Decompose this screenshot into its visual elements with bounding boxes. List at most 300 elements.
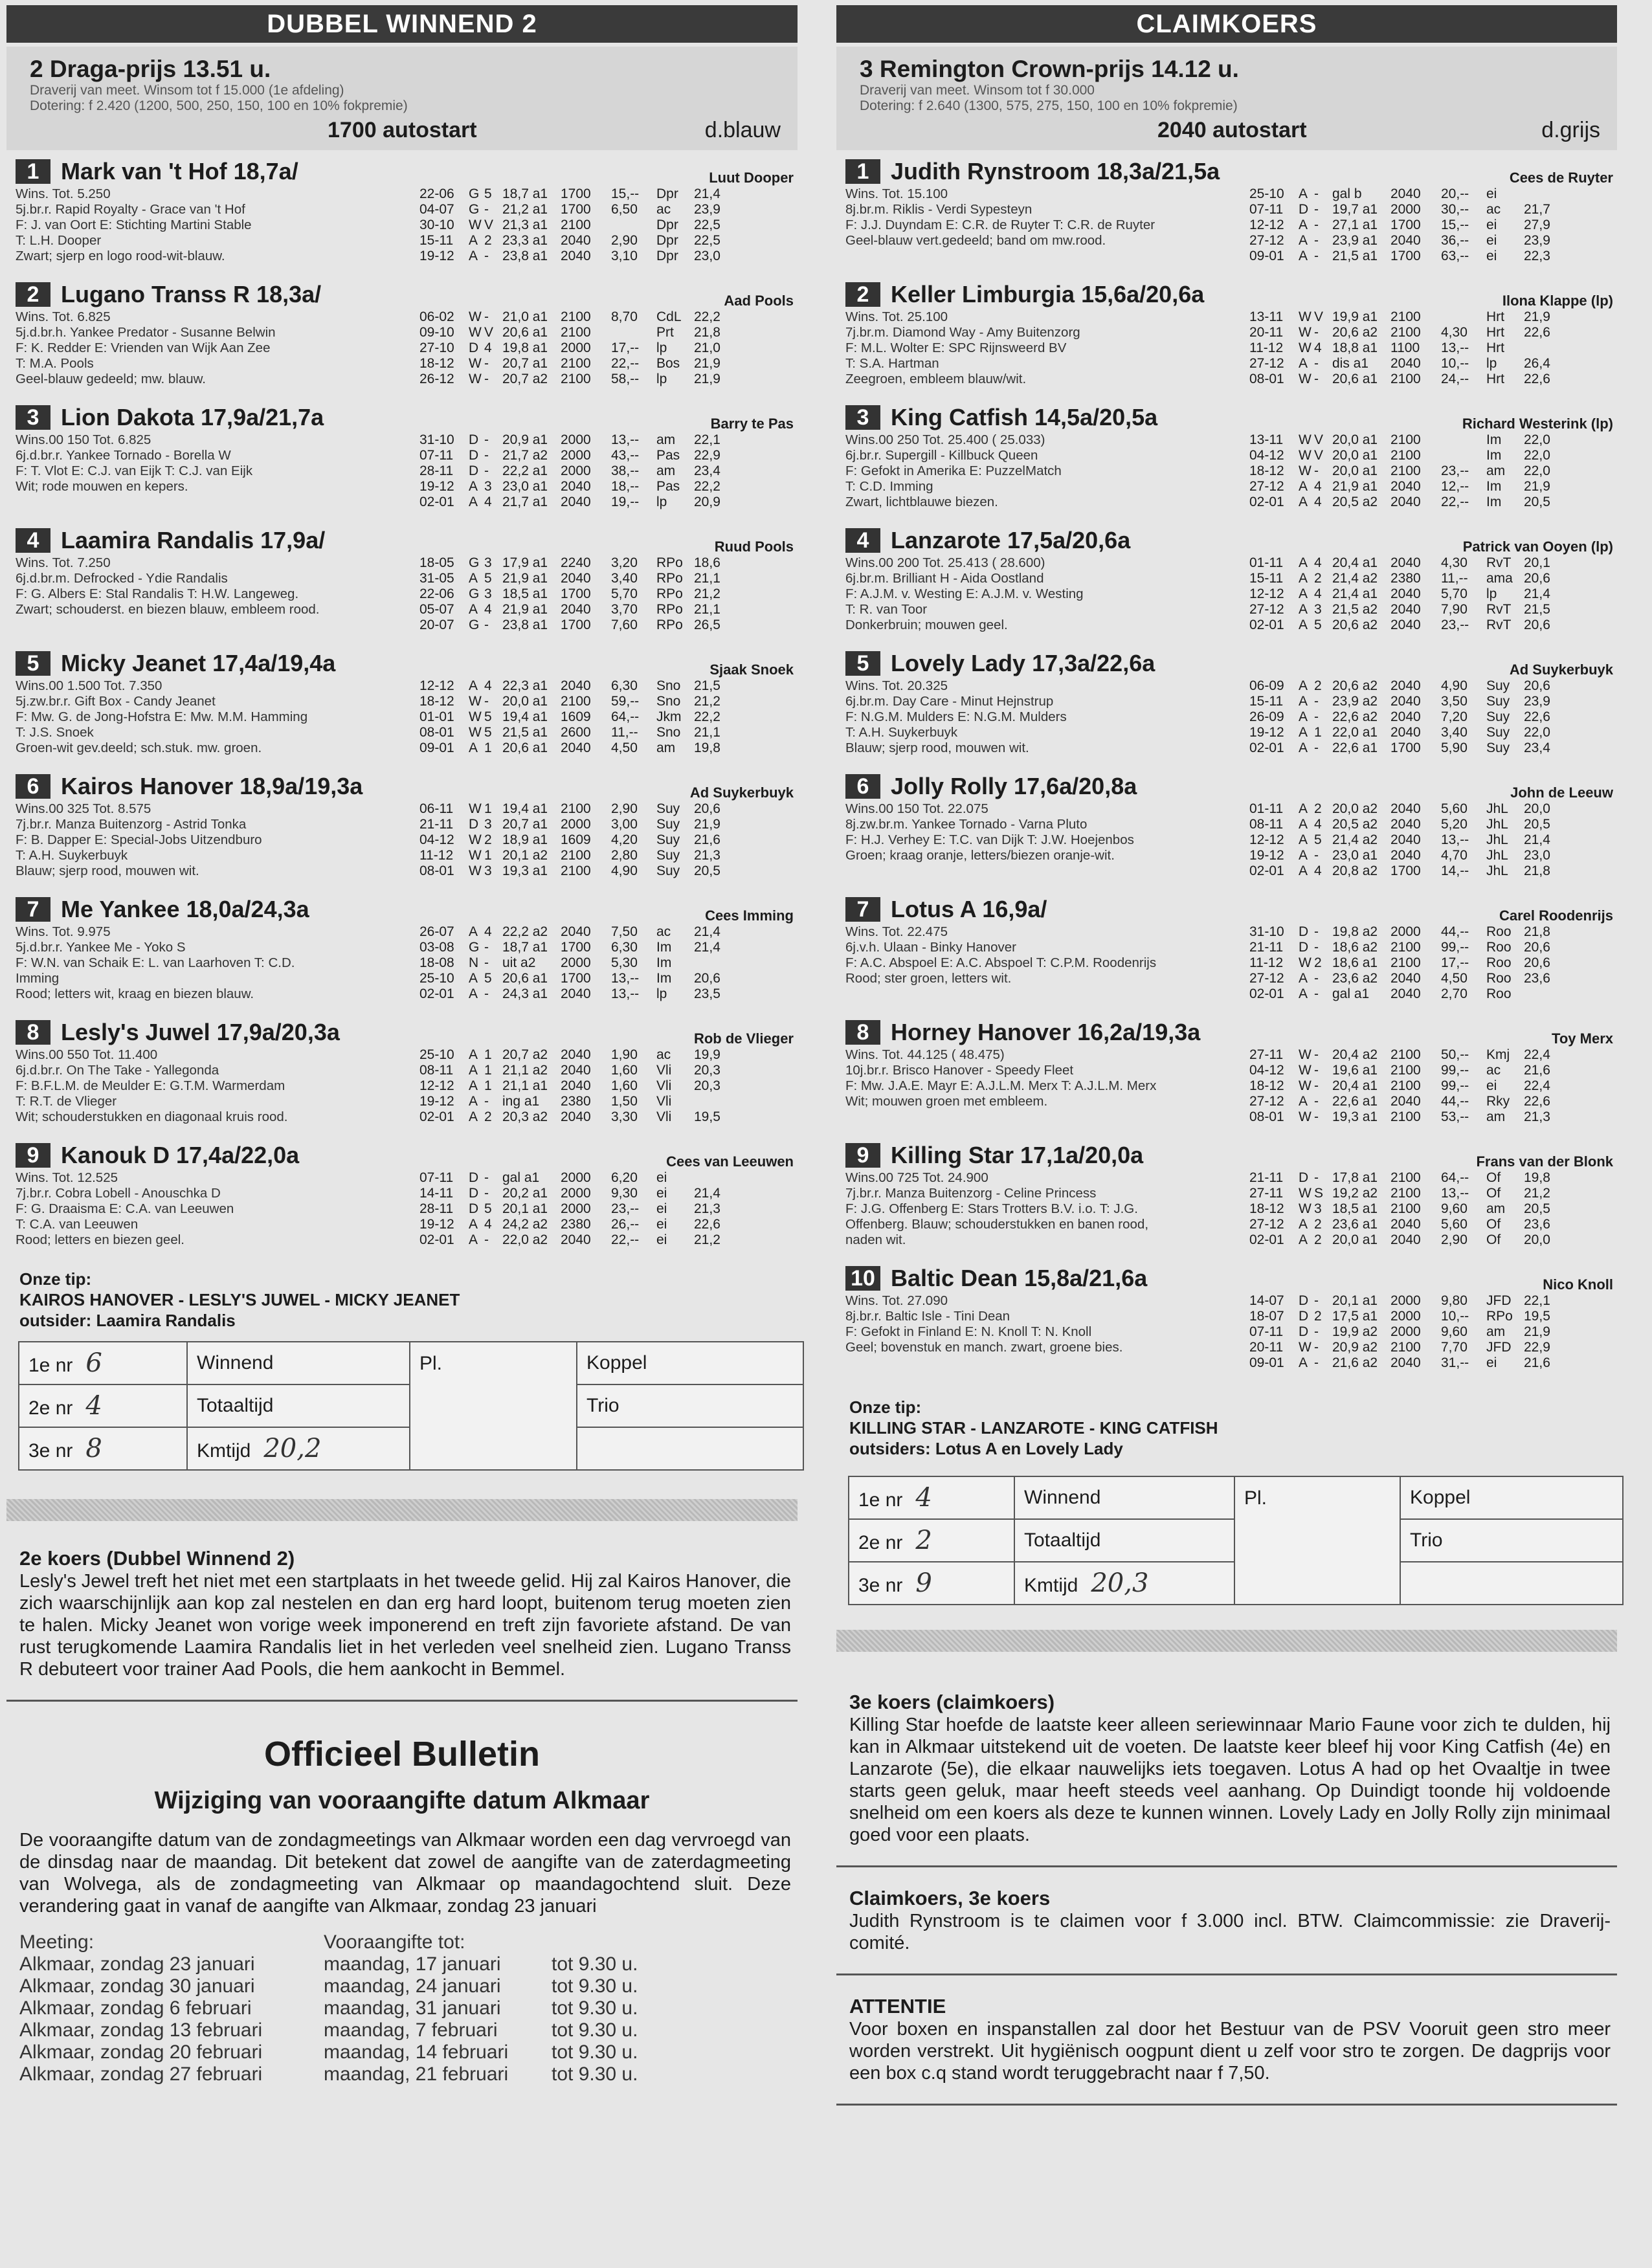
form-cell: 18-08: [419, 955, 454, 970]
form-cell: A: [469, 971, 478, 986]
form-cell: Of: [1486, 1232, 1501, 1247]
driver-name: Toy Merx: [1552, 1030, 1613, 1047]
race-colour: d.blauw: [704, 118, 781, 142]
form-cell: CdL: [656, 309, 682, 324]
horse-details: [16, 924, 798, 1002]
form-cell: 20,--: [1441, 186, 1469, 201]
form-cell: -: [484, 986, 489, 1001]
race-colour: d.grijs: [1541, 118, 1600, 142]
form-cell: 18-12: [1249, 1078, 1284, 1093]
form-cell: 2040: [1390, 233, 1421, 248]
form-cell: -: [484, 1232, 489, 1247]
info-line: F: W.N. van Schaik E: L. van Laarhoven T: C.D.: [16, 955, 295, 970]
form-records: [1249, 1293, 1572, 1371]
form-cell: 21,5 a1: [1332, 249, 1378, 263]
form-cell: 19,4 a1: [502, 801, 548, 816]
form-cell: ama: [1486, 571, 1513, 586]
form-cell: [1441, 309, 1486, 325]
form-cell: 20,6 a1: [1332, 372, 1378, 386]
form-cell: 21,9 a1: [502, 571, 548, 586]
form-cell: 2380: [561, 1094, 591, 1109]
horse-header: [845, 1017, 1617, 1047]
form-record-row: [419, 479, 742, 495]
section-header: CLAIMKOERS: [836, 5, 1617, 43]
form-records: [1249, 432, 1572, 510]
form-cell: JhL: [1486, 832, 1508, 847]
form-records: [419, 924, 742, 1002]
form-cell: 2100: [1390, 1201, 1421, 1216]
form-record-row: [1249, 202, 1572, 217]
form-cell: 14,--: [1441, 863, 1469, 878]
start-number: 6: [845, 774, 880, 799]
form-records: [419, 186, 742, 264]
schedule-table: [6, 1931, 798, 2085]
form-cell: 2100: [1390, 309, 1421, 324]
info-line: T: L.H. Dooper: [16, 233, 102, 248]
form-cell: 22,--: [1441, 495, 1469, 509]
form-cell: W: [469, 801, 482, 816]
form-cell: A: [469, 249, 478, 263]
start-number: 9: [16, 1143, 50, 1168]
form-cell: 2040: [1390, 1232, 1421, 1247]
form-cell: 20,9: [694, 495, 720, 509]
form-cell: 4: [1314, 479, 1322, 494]
form-cell: 2: [1314, 1309, 1322, 1324]
start-number: 1: [16, 159, 50, 184]
form-cell: 09-10: [419, 325, 454, 340]
form-cell: 23,5: [694, 986, 720, 1001]
form-cell: 2040: [1390, 617, 1421, 632]
form-cell: A: [1299, 678, 1308, 693]
form-cell: 2100: [561, 372, 591, 386]
form-cell: 2100: [561, 325, 591, 340]
form-cell: 01-11: [1249, 555, 1284, 570]
form-cell: 1: [484, 848, 492, 863]
form-cell: 02-01: [1249, 495, 1284, 509]
form-cell: -: [484, 940, 489, 955]
handwritten-time: 20,3: [1091, 1568, 1149, 1598]
info-line: Wit; schouderstukken en diagonaal kruis rood.: [16, 1109, 288, 1124]
form-cell: A: [1299, 848, 1308, 863]
form-record-row: [419, 740, 742, 756]
form-cell: 17,--: [1441, 955, 1469, 970]
schedule-date: maandag, 21 februari: [324, 2063, 509, 2085]
form-record-row: [1249, 571, 1572, 586]
form-cell: Suy: [656, 863, 680, 878]
form-cell: 27-12: [1249, 1217, 1284, 1232]
form-cell: 2040: [561, 1109, 591, 1124]
form-cell: 21,2: [1524, 1186, 1550, 1201]
form-record-row: [1249, 1063, 1572, 1078]
form-cell: 2100: [1390, 1109, 1421, 1124]
form-cell: A: [1299, 1094, 1308, 1109]
form-cell: 10,--: [1441, 356, 1469, 371]
form-record-row: [419, 555, 742, 571]
form-cell: am: [656, 463, 676, 478]
start-number: 5: [16, 651, 50, 676]
form-cell: 23,9 a1: [1332, 233, 1378, 248]
form-cell: 5,90: [1441, 740, 1468, 755]
horse-name: Jolly Rolly 17,6a/20,8a: [891, 773, 1137, 799]
race-start: 1700 autostart: [328, 118, 477, 142]
form-cell: -: [1314, 1293, 1319, 1308]
form-cell: 1,50: [611, 1094, 638, 1109]
driver-name: Barry te Pas: [710, 416, 794, 432]
form-cell: 22,9: [1524, 1340, 1550, 1355]
form-record-row: [419, 186, 742, 202]
form-cell: Im: [656, 940, 672, 955]
form-record-row: [1249, 678, 1572, 694]
horse-details: [845, 309, 1617, 387]
nr-label: nr: [55, 1440, 73, 1462]
tip-label: Onze tip:: [19, 1269, 92, 1289]
form-record-row: [419, 202, 742, 217]
form-cell: 4,70: [1441, 848, 1468, 863]
form-cell: Vli: [656, 1109, 672, 1124]
form-cell: A: [1299, 694, 1308, 709]
form-record-row: [1249, 186, 1572, 202]
form-cell: -: [1314, 1355, 1319, 1370]
form-cell: 2040: [561, 924, 591, 939]
form-cell: 2100: [1390, 1186, 1421, 1201]
form-record-row: [1249, 1170, 1572, 1186]
form-cell: 3,00: [611, 817, 638, 832]
tip-label: Onze tip:: [849, 1397, 922, 1417]
form-cell: 22,2: [694, 709, 720, 724]
form-cell: 1: [484, 1063, 492, 1078]
form-cell: 23,0: [1524, 848, 1550, 863]
start-number: 2: [16, 282, 50, 307]
form-cell: 5,70: [1441, 586, 1468, 601]
info-line: Rood; ster groen, letters wit.: [845, 971, 1012, 986]
form-cell: am: [656, 740, 676, 755]
form-cell: 2100: [561, 848, 591, 863]
horse-details: [16, 186, 798, 264]
form-cell: 21,7: [1524, 202, 1550, 217]
race-info: [836, 47, 1617, 150]
info-line: F: Mw. J.A.E. Mayr E: A.J.L.M. Merx T: A.J.L.M. Merx: [845, 1078, 1157, 1093]
form-cell: Suy: [656, 832, 680, 847]
form-cell: 3: [484, 863, 492, 878]
horse-info: [845, 186, 1247, 264]
form-cell: 2100: [1390, 1340, 1421, 1355]
form-cell: -: [1314, 217, 1319, 232]
nr-label: nr: [55, 1397, 73, 1419]
form-cell: 20,5: [1524, 495, 1550, 509]
form-cell: Roo: [1486, 971, 1512, 986]
info-line: 5j.d.br.r. Yankee Me - Yoko S: [16, 940, 186, 955]
handwritten-number: 4: [915, 1483, 932, 1513]
info-line: Geel-blauw gedeeld; mw. blauw.: [16, 372, 206, 386]
form-cell: 5,30: [611, 955, 638, 970]
form-cell: 02-01: [1249, 617, 1284, 632]
horse-info: [16, 678, 417, 756]
form-records: [1249, 555, 1572, 633]
form-cell: -: [484, 249, 489, 263]
form-cell: 21,9: [1524, 1324, 1550, 1339]
form-cell: D: [469, 817, 479, 832]
form-cell: -: [1314, 1324, 1319, 1339]
form-cell: 24,3 a1: [502, 986, 548, 1001]
form-cell: 20,7 a1: [502, 817, 548, 832]
form-record-row: [1249, 1078, 1572, 1094]
form-cell: 20,5: [694, 863, 720, 878]
form-cell: 18,7 a1: [502, 940, 548, 955]
form-cell: 58,--: [611, 372, 640, 386]
form-cell: D: [469, 1186, 479, 1201]
form-cell: 21,4 a2: [1332, 571, 1378, 586]
place-label: 3e: [28, 1440, 50, 1462]
divider: [836, 2104, 1617, 2106]
form-cell: 22,9: [694, 448, 720, 463]
schedule-meeting: Alkmaar, zondag 6 februari: [19, 1997, 252, 2019]
form-cell: 1700: [1390, 249, 1421, 263]
form-cell: Suy: [1486, 740, 1510, 755]
form-cell: 31-10: [419, 432, 454, 447]
start-number: 1: [845, 159, 880, 184]
info-line: F: K. Redder E: Vrienden van Wijk Aan Zee: [16, 340, 271, 355]
info-line: Imming: [16, 971, 60, 986]
form-cell: 11-12: [419, 848, 454, 863]
form-cell: 3: [484, 479, 492, 494]
form-cell: 18,--: [611, 479, 640, 494]
form-cell: JFD: [1486, 1340, 1512, 1355]
form-cell: 22,2: [694, 479, 720, 494]
form-cell: ei: [1486, 249, 1497, 263]
horse-info: [845, 309, 1247, 387]
form-cell: 4: [484, 924, 492, 939]
horse-header: [845, 157, 1617, 186]
info-line: Wins.00 200 Tot. 25.413 ( 28.600): [845, 555, 1045, 570]
form-record-row: [1249, 586, 1572, 602]
form-cell: 18,9 a1: [502, 832, 548, 847]
commentary-heading: 3e koers (claimkoers): [849, 1691, 1055, 1713]
form-record-row: [1249, 1109, 1572, 1125]
form-cell: 20,7 a1: [502, 356, 548, 371]
result-label: Kmtijd: [197, 1440, 251, 1462]
form-cell: 30-10: [419, 217, 454, 232]
form-cell: 20,0 a2: [1332, 801, 1378, 816]
form-cell: dis a1: [1332, 356, 1369, 371]
form-cell: Im: [1486, 448, 1502, 463]
form-cell: 21,1: [694, 571, 720, 586]
form-cell: A: [469, 495, 478, 509]
start-number: 4: [16, 528, 50, 553]
schedule-time: tot 9.30 u.: [552, 1975, 638, 1997]
form-cell: 2380: [1390, 571, 1421, 586]
form-cell: D: [469, 463, 479, 478]
form-cell: 1,60: [611, 1063, 638, 1078]
form-cell: 09-01: [419, 740, 454, 755]
form-cell: W: [1299, 1186, 1312, 1201]
form-cell: 2040: [561, 1047, 591, 1062]
form-cell: W: [469, 372, 482, 386]
form-cell: 2100: [561, 694, 591, 709]
form-record-row: [1249, 602, 1572, 617]
horse-name: Lotus A 16,9a/: [891, 896, 1047, 922]
form-cell: 2040: [1390, 1094, 1421, 1109]
form-cell: 53,--: [1441, 1109, 1469, 1124]
form-cell: 2040: [561, 571, 591, 586]
form-record-row: [1249, 940, 1572, 955]
driver-name: Ad Suykerbuyk: [1509, 662, 1613, 678]
form-cell: 22,3: [1524, 249, 1550, 263]
form-cell: 21,3: [694, 848, 720, 863]
driver-name: Frans van der Blonk: [1476, 1153, 1613, 1170]
form-cell: 2040: [561, 479, 591, 494]
form-record-row: [419, 694, 742, 709]
form-cell: 3: [484, 555, 492, 570]
form-cell: 02-01: [1249, 863, 1284, 878]
form-cell: -: [1314, 463, 1319, 478]
results-grid: [18, 1341, 804, 1471]
form-cell: D: [1299, 1324, 1309, 1339]
form-cell: V: [484, 325, 494, 340]
form-cell: 19-12: [419, 1217, 454, 1232]
form-cell: 19-12: [419, 479, 454, 494]
form-record-row: [1249, 986, 1572, 1002]
horse-entry: [836, 772, 1617, 895]
horse-header: [845, 772, 1617, 801]
form-cell: 2100: [1390, 432, 1421, 447]
form-cell: 1: [484, 801, 492, 816]
form-cell: ei: [1486, 1078, 1497, 1093]
place-header: Pl.: [1234, 1476, 1400, 1519]
form-cell: A: [1299, 863, 1308, 878]
place-label: 2e: [858, 1532, 880, 1553]
horse-entry: [836, 649, 1617, 772]
form-record-row: [1249, 1355, 1572, 1371]
form-cell: 20,0 a1: [1332, 463, 1378, 478]
form-cell: 12,--: [1441, 479, 1469, 494]
info-line: Wins. Tot. 15.100: [845, 186, 948, 201]
nr-label: nr: [55, 1355, 73, 1376]
form-cell: 20,2 a1: [502, 1186, 548, 1201]
form-cell: -: [1314, 1063, 1319, 1078]
form-cell: ei: [1486, 1355, 1497, 1370]
form-cell: -: [1314, 986, 1319, 1001]
form-cell: 2040: [1390, 986, 1421, 1001]
form-records: [1249, 801, 1572, 879]
form-cell: 12-12: [419, 678, 454, 693]
horse-info: [16, 1170, 417, 1248]
form-cell: A: [469, 924, 478, 939]
form-record-row: [419, 325, 742, 340]
form-record-row: [1249, 1309, 1572, 1324]
form-cell: 20,4 a2: [1332, 1047, 1378, 1062]
start-number: 3: [16, 405, 50, 430]
form-cell: Roo: [1486, 986, 1512, 1001]
form-cell: 13,--: [611, 432, 640, 447]
form-cell: ei: [656, 1232, 667, 1247]
form-record-row: [1249, 955, 1572, 971]
form-cell: 2: [1314, 955, 1322, 970]
form-cell: JhL: [1486, 848, 1508, 863]
form-cell: 19,9: [694, 1047, 720, 1062]
form-cell: 23,0 a1: [1332, 848, 1378, 863]
form-cell: Dpr: [656, 233, 678, 248]
form-cell: 21,8: [1524, 924, 1550, 939]
horse-entry: [836, 1017, 1617, 1140]
form-cell: 2040: [561, 495, 591, 509]
form-cell: 18,5 a1: [1332, 1201, 1378, 1216]
form-cell: 21,7 a1: [502, 495, 548, 509]
form-cell: JhL: [1486, 863, 1508, 878]
form-cell: 19,5: [1524, 1309, 1550, 1324]
form-cell: 20-11: [1249, 1340, 1284, 1355]
horse-entry: [836, 157, 1617, 280]
form-cell: 08-01: [419, 725, 454, 740]
form-cell: ei: [656, 1186, 667, 1201]
horse-name: Me Yankee 18,0a/24,3a: [61, 896, 309, 922]
tip-outsider: outsider: Laamira Randalis: [19, 1311, 236, 1330]
info-line: Zeegroen, embleem blauw/wit.: [845, 372, 1027, 386]
form-cell: 26,5: [694, 617, 720, 632]
form-cell: 07-11: [419, 448, 454, 463]
form-cell: A: [1299, 217, 1308, 232]
horse-info: [845, 924, 1247, 1002]
form-cell: 02-01: [419, 1232, 454, 1247]
form-cell: 1700: [1390, 217, 1421, 232]
form-record-row: [1249, 495, 1572, 510]
horse-list: [836, 157, 1617, 1386]
form-cell: 2100: [1390, 1047, 1421, 1062]
form-cell: D: [469, 1170, 479, 1185]
form-cell: 04-12: [1249, 1063, 1284, 1078]
form-record-row: [419, 586, 742, 602]
form-record-row: [1249, 325, 1572, 340]
form-cell: 2040: [1390, 848, 1421, 863]
form-cell: 7,70: [1441, 1340, 1468, 1355]
info-line: 5j.br.r. Rapid Royalty - Grace van 't Hof: [16, 202, 245, 217]
form-cell: 22,0: [1524, 463, 1550, 478]
form-cell: A: [1299, 817, 1308, 832]
form-cell: 22,5: [694, 233, 720, 248]
form-cell: 21,8: [694, 325, 720, 340]
form-cell: 19,4 a1: [502, 709, 548, 724]
info-line: Wins. Tot. 9.975: [16, 924, 111, 939]
form-cell: A: [1299, 971, 1308, 986]
form-cell: ei: [656, 1201, 667, 1216]
form-cell: Pas: [656, 479, 680, 494]
form-record-row: [419, 1217, 742, 1232]
form-record-row: [1249, 432, 1572, 448]
form-cell: A: [1299, 709, 1308, 724]
form-cell: 21,4: [694, 940, 720, 955]
form-cell: -: [484, 372, 489, 386]
form-cell: RvT: [1486, 555, 1512, 570]
info-line: Wins.00 1.500 Tot. 7.350: [16, 678, 162, 693]
form-cell: 1700: [561, 617, 591, 632]
form-cell: 2000: [1390, 1324, 1421, 1339]
form-cell: 43,--: [611, 448, 640, 463]
results-grid: [848, 1476, 1624, 1605]
form-cell: 13,--: [1441, 1186, 1469, 1201]
form-cell: 19-12: [419, 1094, 454, 1109]
info-line: 5j.zw.br.r. Gift Box - Candy Jeanet: [16, 694, 216, 709]
start-number: 3: [845, 405, 880, 430]
form-cell: 5,60: [1441, 801, 1468, 816]
form-cell: 4: [1314, 495, 1322, 509]
race-conditions: Draverij van meet. Winsom tot f 30.000: [860, 83, 1095, 98]
form-record-row: [1249, 848, 1572, 863]
form-cell: D: [1299, 1293, 1309, 1308]
form-cell: am: [656, 432, 676, 447]
form-cell: W: [1299, 340, 1312, 355]
form-cell: A: [1299, 1232, 1308, 1247]
horse-header: [16, 895, 798, 924]
schedule-date: maandag, 24 januari: [324, 1975, 501, 1997]
